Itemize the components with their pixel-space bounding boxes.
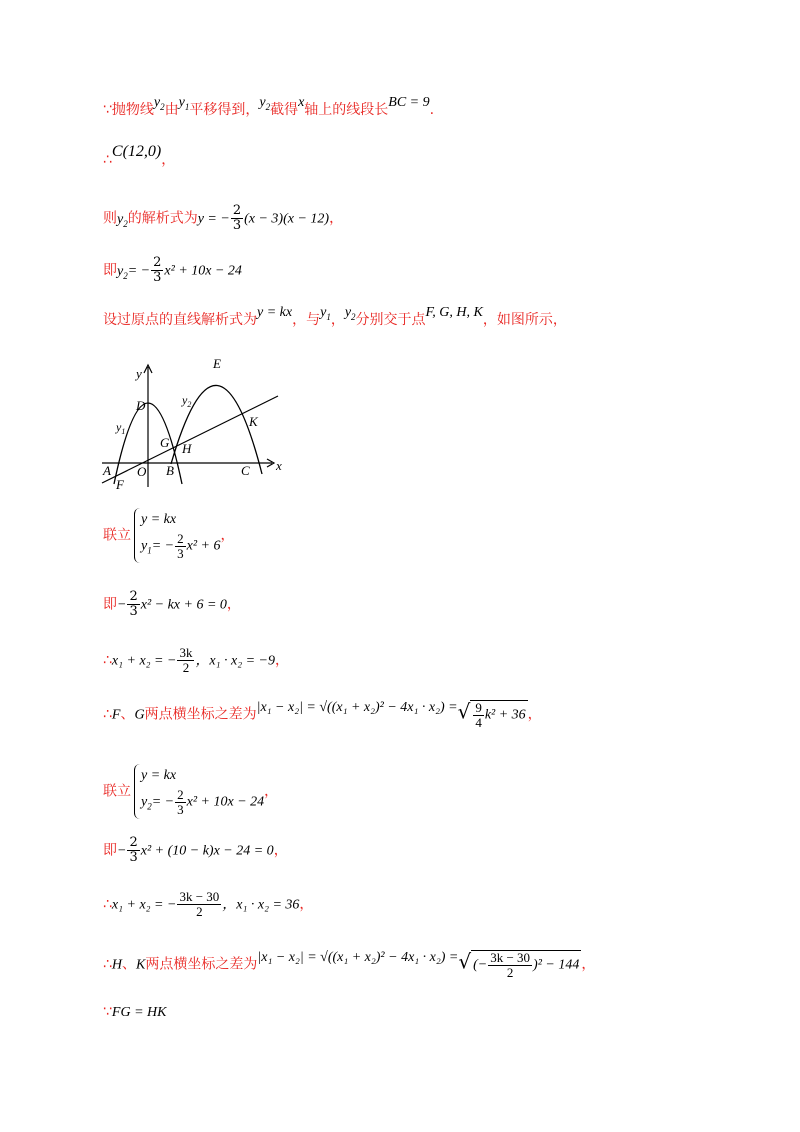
line2-end: ，	[161, 152, 176, 168]
sqrt-icon: √	[457, 699, 471, 724]
system1-row2: $y_1=$ − $\frac{2}{3}$ x² + 6	[141, 531, 221, 561]
line13-text: 两点横坐标之差为	[145, 956, 258, 973]
line1-bc: BC = 9	[388, 95, 430, 110]
equation-system-2	[134, 764, 264, 819]
line11-eq: x² + (10 − k)x − 24 = 0	[140, 843, 274, 859]
text-line-2	[103, 143, 176, 170]
line9-g: G	[134, 707, 145, 723]
line12-end: ，	[299, 896, 314, 913]
therefore-symbol: ∴	[103, 652, 112, 669]
line11-end: ，	[273, 842, 288, 859]
line10-end: ，	[264, 783, 279, 800]
line3-text-b: 的解析式为	[127, 210, 198, 227]
label-f: F	[116, 477, 124, 492]
therefore-symbol: ∴	[103, 896, 112, 913]
line9-text: 两点横坐标之差为	[144, 706, 257, 723]
text-line-7: 即− $\frac{2}{3}$ x² − kx + 6 = 0，	[103, 589, 241, 619]
line6-text-a: 联立	[103, 527, 131, 544]
line8-eq-a: x₁ + x₂ = −	[111, 653, 177, 669]
text-line-6	[103, 508, 234, 563]
line13-end: ，	[581, 956, 596, 973]
line1-y2: $y_2$	[153, 95, 165, 112]
parabola-figure	[100, 352, 290, 492]
because-symbol: ∵	[103, 1004, 112, 1020]
line9-end: ，	[527, 706, 542, 723]
label-c: C	[241, 463, 250, 478]
line4-eq-a: = −	[127, 263, 151, 279]
line3-y2: $y_2$	[117, 211, 128, 229]
line7-minus: −	[117, 597, 127, 613]
line13-eq: |x₁ − x₂| = √((x₁ + x₂)² − 4x₁ · x₂) =	[257, 949, 459, 965]
line1-text-b: 由	[164, 102, 179, 118]
line11-minus: −	[117, 843, 127, 859]
text-line-1	[103, 95, 435, 125]
line9-sep: 、	[120, 706, 135, 723]
system2-row2: $y_2=$ − $\frac{2}{3}$ x² + 10x − 24	[141, 787, 265, 817]
line1-text-c: 平移得到，	[189, 102, 260, 118]
line3-eq-b: (x − 3)(x − 12)	[244, 211, 330, 227]
line3-eq-a: y = −	[197, 211, 230, 227]
line5-text-c: ，	[330, 312, 345, 328]
text-line-14	[103, 1002, 166, 1023]
text-line-13: ∴H、K两点横坐标之差为|x₁ − x₂| = √((x₁ + x₂)² − 4x₁ · x₂) =√ (− $\frac{3k - 30}{2}$ )² − 144 ，	[103, 949, 596, 980]
line13-sep: 、	[122, 956, 137, 973]
text-line-10	[103, 764, 278, 819]
system2-row1: y = kx	[141, 768, 177, 783]
line7-text-a: 即	[103, 596, 117, 613]
label-d: D	[136, 398, 146, 413]
label-a: A	[103, 463, 111, 478]
line1-y2b: $y_2$	[259, 95, 271, 112]
text-line-4	[103, 256, 242, 285]
text-line-8: ∴x₁ + x₂ = − $\frac{3k}{2}$ ，x₁ · x₂ = −9，	[103, 645, 289, 675]
line13-h: H	[111, 957, 123, 973]
system1-row1: y = kx	[141, 512, 177, 527]
label-y2: $y_2$	[182, 393, 192, 409]
line3-end: ，	[329, 210, 344, 227]
text-line-9: ∴F、G两点横坐标之差为|x₁ − x₂| = √((x₁ + x₂)² − 4x₁ · x₂) =√ $\frac{9}{4}$ k² + 36 ，	[103, 699, 542, 730]
equation-system-1	[134, 508, 220, 563]
label-e: E	[213, 356, 221, 371]
label-y: y	[136, 366, 142, 381]
point-c: C(12,0)	[111, 143, 162, 160]
text-line-11: 即− $\frac{2}{3}$ x² + (10 − k)x − 24 = 0，	[103, 835, 288, 865]
line6-end: ，	[220, 527, 235, 544]
label-h: H	[182, 441, 192, 456]
line12-eq-b: ，x₁ · x₂ = 36	[222, 897, 300, 913]
line5-text-d: 分别交于点	[355, 312, 426, 328]
therefore-symbol: ∴	[103, 956, 112, 973]
text-line-12: ∴x₁ + x₂ = − $\frac{3k - 30}{2}$ ，x₁ · x₂ = 36，	[103, 889, 314, 919]
therefore-symbol: ∴	[103, 706, 112, 723]
line5-text-a: 设过原点的直线解析式为	[103, 312, 257, 328]
fraction-two-thirds: $\frac{2}{3}$	[232, 203, 242, 233]
line8-eq-b: ，x₁ · x₂ = −9	[195, 653, 275, 669]
line1-x: x	[298, 95, 305, 110]
line1-end: .	[429, 102, 435, 118]
line5-points: F, G, H, K	[425, 305, 483, 320]
line13-k: K	[136, 957, 146, 973]
line1-text-a: ∵抛物线	[103, 102, 154, 118]
text-line-3	[103, 204, 343, 233]
label-y1: $y_1$	[116, 420, 126, 436]
label-b: B	[166, 463, 174, 478]
line5-ykx: y = kx	[257, 305, 293, 320]
line5-y2: $y_2$	[344, 305, 356, 322]
line11-text-a: 即	[103, 842, 117, 859]
line7-eq: x² − kx + 6 = 0	[140, 597, 227, 613]
line4-eq-b: x² + 10x − 24	[164, 263, 242, 279]
fraction-two-thirds: $\frac{2}{3}$	[153, 255, 162, 285]
line9-f: F	[111, 707, 121, 723]
line14-eq: FG = HK	[111, 1005, 167, 1020]
line1-text-e: 轴上的线段长	[304, 102, 389, 118]
label-k: K	[249, 414, 258, 429]
line7-end: ，	[226, 596, 241, 613]
therefore-symbol: ∴	[103, 152, 112, 168]
line5-text-b: ，与	[292, 312, 321, 328]
line1-text-d: 截得	[270, 102, 299, 118]
line4-text-a: 即	[103, 262, 117, 279]
line9-eq: |x₁ − x₂| = √((x₁ + x₂)² − 4x₁ · x₂) =	[256, 699, 458, 715]
line3-text-a: 则	[103, 210, 117, 227]
line10-text-a: 联立	[103, 783, 131, 800]
line8-end: ，	[275, 652, 289, 669]
line5-text-e: ，如图所示，	[482, 312, 567, 328]
label-o: O	[137, 464, 147, 479]
label-g: G	[160, 435, 170, 450]
line5-y1: $y_1$	[320, 305, 331, 322]
text-line-5	[103, 305, 567, 335]
label-x: x	[276, 458, 282, 473]
line1-y1: $y_1$	[178, 95, 190, 112]
line12-eq-a: x₁ + x₂ = −	[111, 897, 177, 913]
sqrt-icon: √	[458, 949, 472, 974]
line4-y2: $y_2$	[117, 263, 128, 281]
